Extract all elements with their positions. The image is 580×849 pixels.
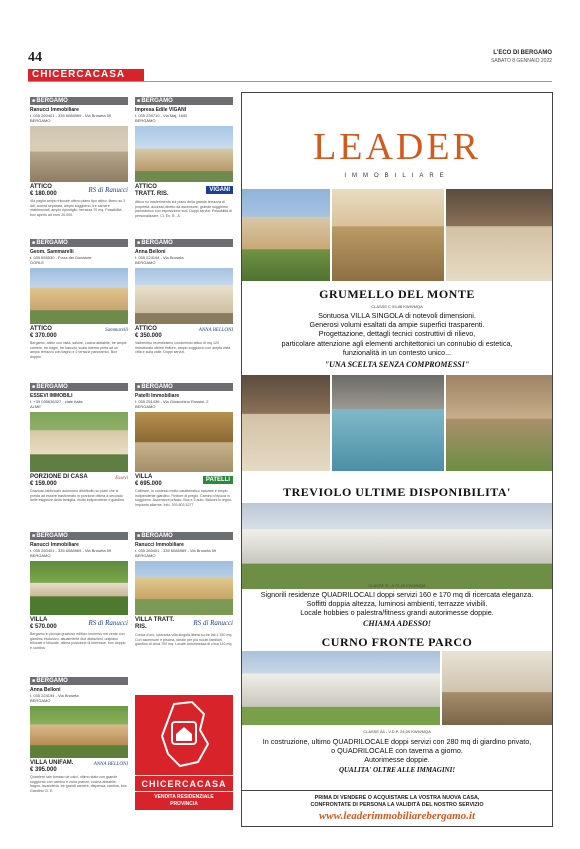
curno-slogan: QUALITA' OLTRE ALLE IMMAGINI! [338, 766, 456, 774]
property-photo [135, 561, 233, 615]
ad-agency: Ranucci Immobiliare [135, 542, 184, 548]
terrace-photo [446, 375, 553, 471]
dining-room-photo [446, 189, 553, 281]
leader-logo-subtitle: IMMOBILIARE [344, 173, 450, 179]
listing-ad[interactable] [30, 677, 128, 793]
listing-ad[interactable] [135, 383, 233, 507]
ad-city: BERGAMO [30, 553, 51, 558]
ad-type: PORZIONE DI CASA [30, 474, 88, 480]
ad-city: BERGAMO [135, 404, 156, 409]
ad-type: VILLA [135, 474, 153, 480]
agency-logo: RS di Ranucci [88, 186, 128, 194]
agency-logo: ANNA BELLONI [93, 762, 128, 767]
text-line: Progettazione, dettagli tecnici costruttivi di rilievo, [318, 329, 476, 339]
ad-description: Bergamo, attico con vista, salone, cucina abitabile, tre ampie camere, tre bagni, tre balconi, scala interna porta ad un ampio terrazzo con bagno e 2 terrazzi panoramici. Box doppio. [30, 341, 127, 359]
ad-city: BERGAMO [135, 260, 156, 265]
ad-description: Valbrembo recentissimo condominio attico di mq 120 ristrutturato ottime finiture, ampio soggiorno con ampia vista città e sulla valle. Doppi servizi. [135, 341, 231, 355]
property-photo [135, 412, 233, 472]
ad-price: € 370.000 [30, 333, 57, 339]
ad-contact: t. 035 655530 - P.zza dei Donatore [30, 255, 92, 260]
ad-location: ■ BERGAMO [30, 677, 128, 685]
ad-city: BERGAMO [30, 118, 51, 123]
ad-agency: Impresa Edile VIGANI [135, 107, 187, 113]
ad-city: ALME' [30, 404, 42, 409]
agency-logo: VIGANI [206, 186, 233, 194]
listing-ad[interactable] [135, 97, 233, 218]
promo-sub-line: PROVINCIA [170, 801, 198, 807]
ad-contact: t. 035 260401 - 335 6088969 - Via Broseta 59 [30, 113, 112, 118]
property-photo [30, 706, 128, 758]
paper-title: L'ECO DI BERGAMO [493, 50, 552, 56]
promo-subtitle [135, 791, 233, 810]
ad-description: Bergamo in piccolo grazioso edificio immerso nel verde con giardino esclusivo, attualmente due abitazioni, unipiano trilocale e bilocale, ottima posizione di interesse, box doppio e cantina. [30, 632, 126, 650]
text-line: Soffitti doppia altezza, luminosi ambienti, terrazze vivibili. [306, 599, 488, 609]
province-map-icon [154, 700, 214, 770]
treviolo-residence-photo [242, 503, 553, 589]
ad-description: Attico su trasferimento sul piano della grande terrazza di proprietà, accesso diretto da ascensore, grande soggiorno panoramico con esposizione sud. Doppi servizi. Possibilità di personalizzare. Cl. En. B - A [135, 200, 232, 218]
ad-description: Collinare, in contesto molto caratteristico naturale e ampio indipendente giardino. Finiture di pregio. Camino d'epoca in soggiorno. Ascensore privato. Box e 3 auto. Balconi in legno. Impianto allarme. Info. 393 803 5277 [135, 489, 232, 507]
paper-date: SABATO 8 GENNAIO 2022 [491, 58, 552, 64]
text-line: Signorili residenze QUADRILOCALI doppi servizi 160 e 170 mq di ricercata eleganza. [260, 590, 534, 599]
agency-logo: PATELLI [203, 476, 233, 484]
leader-immobiliare-ad[interactable] [241, 92, 553, 827]
ad-price: € 570.000 [30, 624, 57, 630]
ad-contact: t. 035 260401 - 335 6088969 - Via Broseta 59 [30, 548, 112, 553]
ad-agency: Ranucci Immobiliare [30, 542, 79, 548]
promo-banner [135, 695, 233, 775]
ad-type: ATTICO [135, 326, 157, 332]
listing-ad[interactable] [30, 97, 128, 217]
text-line: Autorimesse doppie. [364, 755, 430, 765]
leader-footer [242, 790, 552, 826]
ad-agency: ESSEVI IMMOBILI [30, 393, 73, 399]
property-photo [135, 268, 233, 324]
indoor-pool-photo [332, 375, 444, 471]
section-divider [28, 81, 552, 82]
ad-agency: Anna Belloni [30, 687, 61, 693]
footer-line: CONFRONTATE DI PERSONA LA VALIDITÀ DEL NOSTRO SERVIZIO [310, 801, 484, 808]
ad-agency: Ranucci Immobiliare [30, 107, 79, 113]
ad-agency: Geom. Sammarelli [30, 249, 74, 255]
footer-line: PRIMA DI VENDERE O ACQUISTARE LA VOSTRA NUOVA CASA, [314, 795, 480, 801]
property-photo [30, 126, 128, 182]
energy-class: CLASSE B - A 70,49 KWH/MQA [368, 583, 426, 588]
agency-logo: Sammarelli [105, 328, 128, 333]
treviolo-slogan: CHIAMA ADESSO! [363, 619, 431, 628]
ad-price: € 695.000 [135, 481, 162, 487]
ad-city: BERGAMO [135, 553, 156, 558]
energy-class: CLASSE C 93,88 KWH/MQA [371, 304, 423, 309]
ad-contact: t. 035 224194 - Via Broseta [30, 693, 79, 698]
ad-type: ATTICO [30, 326, 52, 332]
curno-interior-photo [442, 651, 553, 725]
promo-sub-line: VENDITA RESIDENZIALE [154, 794, 214, 800]
listing-ad[interactable] [30, 239, 128, 359]
ad-description: Quartiere san tomaso de calvi, ottimo stato con grande soggiorno con camino e zona pranzo, cucina abitabile, bagno, lavanderia, tre grandi camere, dispensa, cantina, box. Giardino Cl. E. [30, 775, 128, 793]
ad-location: ■ BERGAMO [30, 383, 128, 391]
ad-description: Via paglia ampio trilocale ultimo piano tipo attico, libero su 3 lati, cucina separata, ampio soggiorno, tre camere matrimoniali, ampio ripostiglio, terrazza 70 mq. Possibilità box aperto ad euro 20.000. [30, 199, 126, 217]
treviolo-title: TREVIOLO ULTIME DISPONIBILITA' [283, 485, 511, 499]
ad-contact: t. 035 224194 - Via Broseta [135, 255, 184, 260]
listing-ad[interactable] [30, 532, 128, 650]
ad-contact: t. 035 260401 - 335 6088969 - Via Broseta 59 [135, 548, 217, 553]
ad-type: ATTICO [30, 184, 52, 190]
ad-city: GORLE [30, 260, 45, 265]
ad-location: ■ BERGAMO [30, 239, 128, 247]
agency-logo: ANNA BELLONI [198, 328, 233, 333]
property-photo [135, 126, 233, 182]
ad-location: ■ BERGAMO [30, 532, 128, 540]
ad-description: Grazioso fabbricato autonomo distribuito su piani che si presta ad essere trasformato in porzione ottima a secondo delle esigenze della famiglia, molto indipendente e giardino. [30, 489, 126, 503]
property-photo [30, 561, 128, 615]
ad-agency: Anna Belloni [135, 249, 166, 255]
ad-location: ■ BERGAMO [30, 97, 128, 105]
text-line: In costruzione, ultimo QUADRILOCALE doppi servizi con 280 mq di giardino privato, [262, 737, 532, 746]
leader-logo: LEADER [313, 126, 481, 168]
curno-description [250, 737, 544, 765]
text-line: Locale hobbies o palestra/fitness grandi autorimesse doppie. [300, 608, 494, 618]
ad-price: € 180.000 [30, 191, 57, 197]
ad-type: VILLA UNIFAM. [30, 760, 74, 766]
ad-location: ■ BERGAMO [135, 383, 233, 391]
ad-type: VILLA TRATT. RIS. [135, 617, 174, 630]
ad-location: ■ BERGAMO [135, 239, 233, 247]
property-photo [30, 268, 128, 324]
chicercacasa-promo[interactable] [135, 695, 233, 825]
curno-title: CURNO FRONTE PARCO [321, 635, 473, 649]
agency-logo: RS di Ranucci [88, 619, 128, 627]
text-line: Sontuosa VILLA SINGOLA di notevoli dimensioni. [318, 311, 476, 320]
property-photo [30, 412, 128, 472]
page-header [28, 50, 552, 90]
promo-logo: CHICERCACASA [135, 775, 233, 791]
website-link[interactable]: www.leaderimmobiliarebergamo.it [318, 810, 476, 822]
ad-agency: Patelli Immobiliare [135, 393, 180, 399]
page-number: 44 [28, 50, 42, 65]
ad-location: ■ BERGAMO [135, 97, 233, 105]
ad-contact: t. +39 035636327 - viale Italia [30, 399, 83, 404]
ad-price: € 350.000 [135, 333, 162, 339]
living-room-photo [332, 189, 444, 281]
villa-exterior-photo [242, 189, 330, 281]
ad-description: Conca d'oro, lussuosa villa singola libera su tre lati 1.150 mq. Con ascensore e piscina, ideale per più nuclei familiari, giardino di circa 700 mq. Locale autorimessa di circa 110 mq. [135, 633, 233, 647]
footer-text [242, 795, 552, 808]
energy-class: CLASSE A4 - V.D.P. 24,09 KWH/MQA [363, 729, 431, 734]
text-line: funzionalità in un contesto unico... [342, 347, 452, 357]
treviolo-description [250, 590, 544, 618]
listing-ad[interactable] [135, 239, 233, 355]
bedroom-photo [242, 375, 330, 471]
ad-type: VILLA [30, 617, 48, 623]
curno-complex-photo [242, 651, 440, 725]
listing-ad[interactable] [30, 383, 128, 503]
grumello-description [250, 311, 544, 357]
listing-ad[interactable] [135, 532, 233, 647]
ad-contact: t. 035 251436 - Via Gioacchino Rossini, 2 [135, 399, 209, 404]
ad-type: ATTICO TRATT. RIS. [135, 184, 169, 197]
section-logo: CHICERCACASA [28, 69, 144, 81]
ad-price: € 395.000 [30, 767, 57, 773]
ad-city: BERGAMO [135, 118, 156, 123]
text-line: Generosi volumi esaltati da ampie superfici trasparenti. [309, 320, 485, 330]
text-line: o QUADRILOCALE con taverna a giorno. [331, 746, 463, 756]
ad-location: ■ BERGAMO [135, 532, 233, 540]
grumello-slogan: "UNA SCELTA SENZA COMPROMESSI" [324, 360, 470, 369]
text-line: particolare attenzione agli elementi architettonici un connubio di estetica, [281, 338, 513, 348]
agency-logo: Essevi [115, 476, 128, 481]
ad-city: BERGAMO [30, 698, 51, 703]
agency-logo: RS di Ranucci [193, 619, 233, 627]
grumello-title: GRUMELLO DEL MONTE [319, 287, 475, 301]
ad-contact: t. 035 239710 - Via Maj, 16/B [135, 113, 187, 118]
ad-price: € 159.000 [30, 481, 57, 487]
